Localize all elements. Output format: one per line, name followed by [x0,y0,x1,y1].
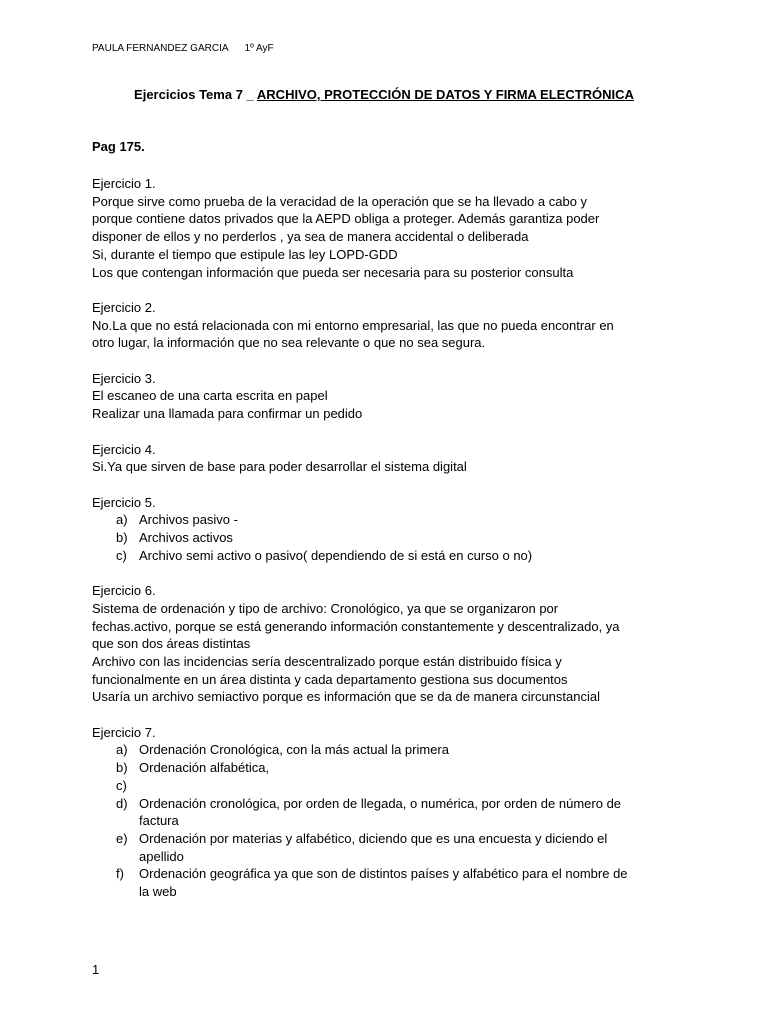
page-header [92,43,274,55]
answer-line: Realizar una llamada para confirmar un pedido [92,406,363,422]
list-item [92,777,682,795]
list-item-text: Ordenación cronológica, por orden de llegada, o numérica, por orden de número de [139,795,622,811]
course-name: 1º AyF [244,43,274,54]
answer-line: Los que contengan información que pueda ser necesaria para su posterior consulta [92,264,574,280]
exercise-heading: Ejercicio 1. [92,176,156,191]
list-item [92,547,682,565]
list-item-text [139,777,682,795]
answer-line: fechas.activo, porque se está generando información constantemente y descentralizado, ya [92,618,620,634]
list-item [92,529,682,547]
list-item [92,759,682,777]
list-item-label: b) [116,760,128,776]
answer-line: Si.Ya que sirven de base para poder desarrollar el sistema digital [92,459,467,475]
list-item [92,741,682,759]
answer-line: El escaneo de una carta escrita en papel [92,388,328,404]
exercise-2 [92,299,682,352]
answer-line: porque contiene datos privados que la AEPD obliga a proteger. Además garantiza poder [92,211,600,227]
list-item-text: Ordenación alfabética, [139,760,270,776]
list-item-text: Archivos pasivo - [139,512,238,528]
list-item-text: la web [139,884,177,900]
list-item-text: Ordenación geográfica ya que son de distintos países y alfabético para el nombre de [139,866,628,882]
list-item-text: factura [139,813,179,829]
answer-line: funcionalmente en un área distinta y cada departamento gestiona sus documentos [92,671,568,687]
answer-list [92,741,682,900]
list-item-text: Ordenación Cronológica, con la más actual la primera [139,742,449,758]
exercise-6 [92,582,682,706]
answer-line: Archivo con las incidencias sería descentralizado porque están distribuido física y [92,653,562,669]
answer-line: Si, durante el tiempo que estipule las ley LOPD-GDD [92,246,398,262]
list-item-text: Ordenación por materias y alfabético, diciendo que es una encuesta y diciendo el [139,830,608,846]
list-item-label: a) [116,742,128,758]
exercise-3 [92,370,682,423]
answer-line: otro lugar, la información que no sea relevante o que no sea segura. [92,335,486,351]
page-reference: Pag 175. [92,139,145,154]
title-prefix: Ejercicios Tema 7 _ [134,87,257,102]
list-item-label: e) [116,830,128,846]
answer-line: Usaría un archivo semiactivo porque es información que se da de manera circunstancial [92,689,600,705]
exercise-heading: Ejercicio 5. [92,494,156,510]
list-item [92,795,682,830]
answer-line: Porque sirve como prueba de la veracidad de la operación que se ha llevado a cabo y [92,193,588,209]
exercise-5 [92,494,682,565]
list-item [92,830,682,865]
list-item-label: f) [116,866,124,882]
exercise-heading: Ejercicio 4. [92,441,156,457]
list-item-label: c) [116,547,127,563]
list-item-text: apellido [139,848,184,864]
title-subject: ARCHIVO, PROTECCIÓN DE DATOS Y FIRMA ELECTRÓNICA [256,87,634,102]
list-item-label: d) [116,795,128,811]
answer-line: disponer de ellos y no perderlos , ya sea de manera accidental o deliberada [92,229,529,245]
exercise-heading: Ejercicio 3. [92,370,156,386]
list-item-label: a) [116,512,128,528]
list-item [92,511,682,529]
list-item-label: b) [116,530,128,545]
list-item-text: Archivo semi activo o pasivo( dependiendo de si está en curso o no) [139,547,533,563]
exercise-4 [92,441,682,476]
document-title [0,87,768,103]
exercise-7 [92,724,682,901]
page-number: 1 [92,962,100,977]
author-name: PAULA FERNANDEZ GARCIA [92,43,229,54]
answer-list [92,511,682,564]
list-item [92,865,682,900]
exercise-1 [92,175,682,281]
exercise-heading: Ejercicio 2. [92,299,156,315]
exercise-heading: Ejercicio 7. [92,724,156,740]
exercise-heading: Ejercicio 6. [92,583,156,599]
answer-line: que son dos áreas distintas [92,636,251,652]
list-item-label: c) [116,777,127,793]
list-item-text: Archivos activos [139,530,233,545]
exercise-list [92,175,682,918]
answer-line: Sistema de ordenación y tipo de archivo: Cronológico, ya que se organizaron por [92,600,559,616]
answer-line: No.La que no está relacionada con mi entorno empresarial, las que no pueda encontrar en [92,317,614,333]
